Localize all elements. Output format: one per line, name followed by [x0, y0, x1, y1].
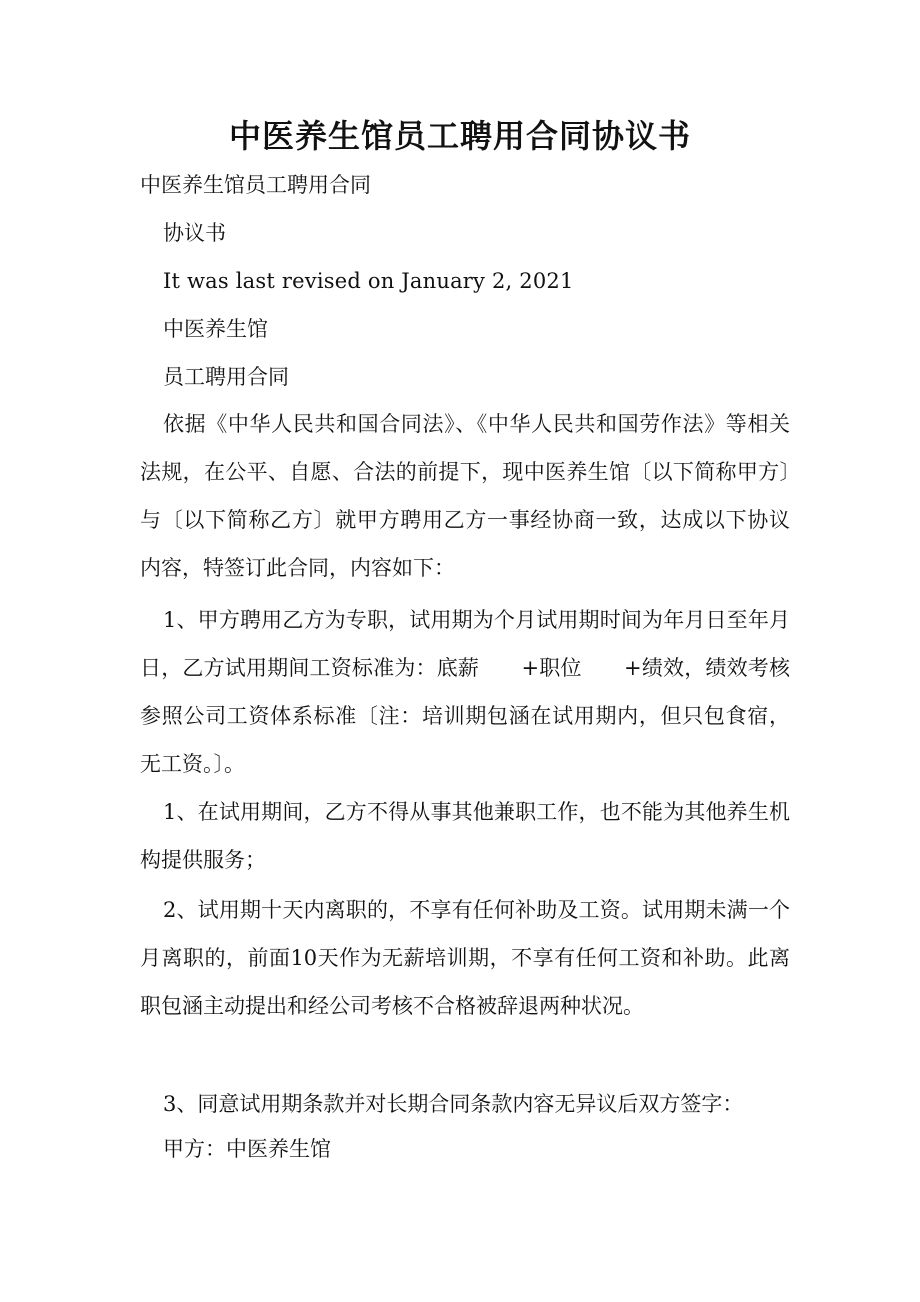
clause-paragraph: 2、试用期十天内离职的，不享有任何补助及工资。试用期未满一个月离职的，前面10天作为无薪培训期，不享有任何工资和补助。此离职包涵主动提出和经公司考核不合格被辞退两种状况。: [140, 898, 790, 1018]
subtitle-line: 中医养生馆: [163, 317, 268, 341]
subtitle-line: 协议书: [163, 221, 226, 245]
revision-line: It was last revised on January 2, 2021: [163, 269, 574, 293]
subtitle-line: 员工聘用合同: [163, 365, 289, 389]
clause-paragraph: 1、甲方聘用乙方为专职，试用期为个月试用期时间为年月日至年月日，乙方试用期间工资标准为：底薪 +职位 +绩效，绩效考核参照公司工资体系标准〔注：培训期包涵在试用期内，但只包食宿，无工资。〕。: [140, 608, 790, 776]
clause-paragraph: 1、在试用期间，乙方不得从事其他兼职工作，也不能为其他养生机构提供服务；: [140, 800, 790, 872]
subtitle-line: 中医养生馆员工聘用合同: [140, 173, 371, 197]
intro-paragraph: 依据《中华人民共和国合同法》、《中华人民共和国劳作法》等相关法规，在公平、自愿、合法的前提下，现中医养生馆〔以下简称甲方〕与〔以下简称乙方〕就甲方聘用乙方一事经协商一致，达成以下协议内容，特签订此合同，内容如下：: [140, 412, 790, 580]
document-title: 中医养生馆员工聘用合同协议书: [228, 117, 691, 155]
signature-line: 甲方：中医养生馆: [163, 1137, 331, 1161]
clause-paragraph: 3、同意试用期条款并对长期合同条款内容无异议后双方签字：: [163, 1092, 744, 1116]
